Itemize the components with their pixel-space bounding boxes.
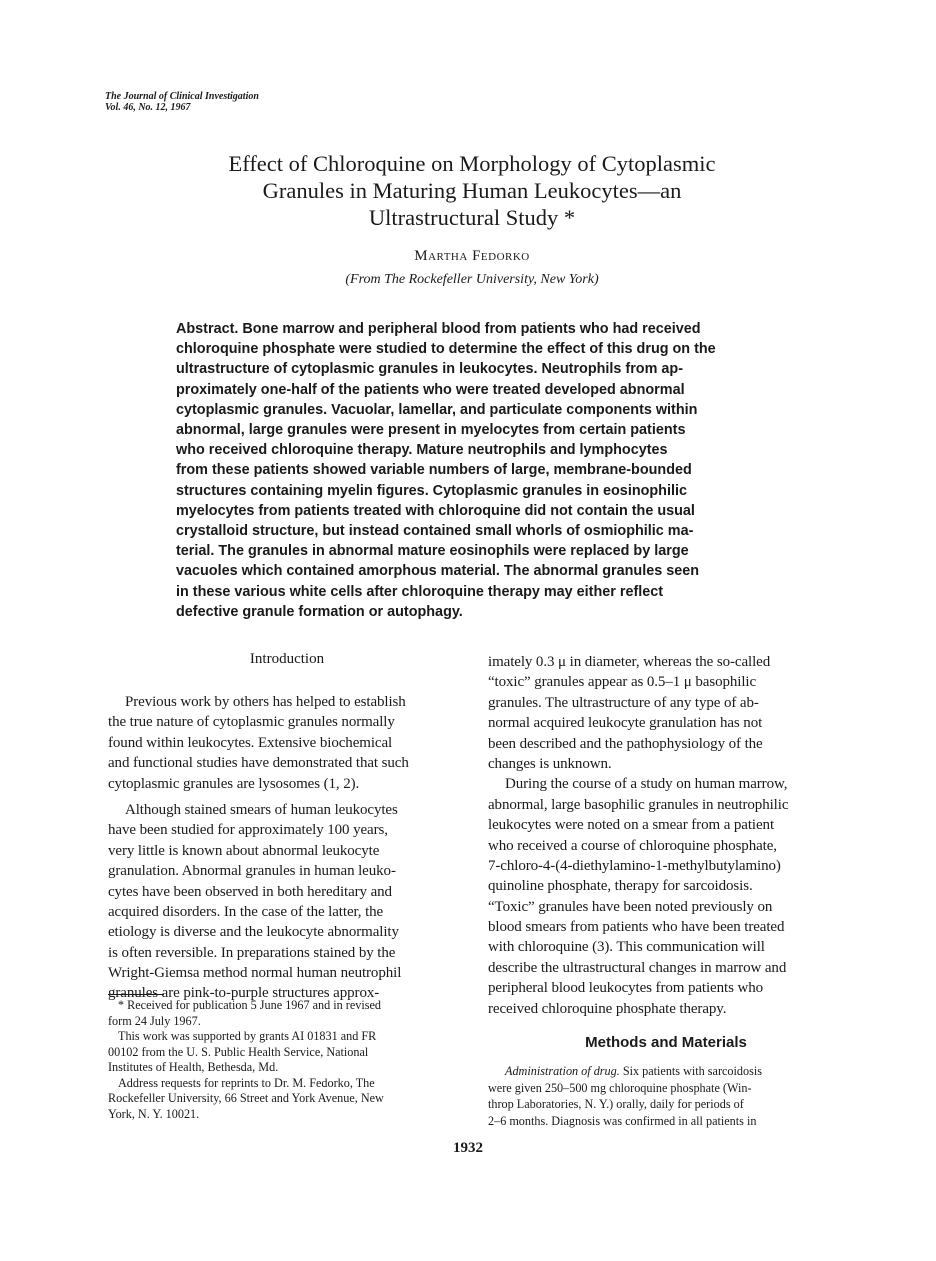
- intro-paragraph-line: normal acquired leukocyte granulation has not: [488, 715, 763, 732]
- intro-paragraph-line: very little is known about abnormal leukocyte: [108, 842, 380, 859]
- abstract-line: ultrastructure of cytoplasmic granules in leukocytes. Neutrophils from ap-: [176, 361, 683, 378]
- intro-paragraph-line: Wright-Giemsa method normal human neutrophil: [108, 965, 402, 982]
- left-column: [108, 692, 466, 1004]
- abstract-line: vacuoles which contained amorphous material. The abnormal granules seen: [176, 563, 700, 580]
- methods-text: [488, 1063, 844, 1129]
- methods-line: 2–6 months. Diagnosis was confirmed in all patients in: [488, 1113, 757, 1128]
- intro-paragraph-line: acquired disorders. In the case of the latter, the: [108, 903, 384, 920]
- intro-paragraph-line: granulation. Abnormal granules in human leuko-: [108, 863, 396, 880]
- page-number: 1932: [453, 1140, 483, 1156]
- footnote-line: form 24 July 1967.: [108, 1013, 201, 1028]
- title-line: Granules in Maturing Human Leukocytes—an: [262, 178, 682, 203]
- methods-heading: Methods and Materials: [585, 1034, 747, 1051]
- intro-paragraph-line: granules are pink-to-purple structures approx-: [108, 985, 380, 1002]
- intro-paragraph-line: peripheral blood leukocytes from patients who: [488, 980, 764, 997]
- intro-paragraph-line: received chloroquine phosphate therapy.: [488, 1000, 727, 1017]
- methods-line: were given 250–500 mg chloroquine phosphate (Win-: [488, 1080, 752, 1095]
- intro-paragraph-line: “toxic” granules appear as 0.5–1 μ basophilic: [488, 674, 757, 691]
- abstract-line: proximately one-half of the patients who were treated developed abnormal: [176, 381, 685, 398]
- author-name: Martha Fedorko: [414, 248, 530, 264]
- abstract-line: in these various white cells after chloroquine therapy may either reflect: [176, 583, 664, 600]
- footnote-line: York, N. Y. 10021.: [108, 1106, 200, 1121]
- abstract-line: structures containing myelin figures. Cytoplasmic granules in eosinophilic: [176, 482, 687, 499]
- intro-paragraph-line: quinoline phosphate, therapy for sarcoidosis.: [488, 878, 753, 895]
- intro-paragraph-line: cytoplasmic granules are lysosomes (1, 2).: [108, 775, 360, 792]
- title-line: Ultrastructural Study *: [368, 205, 576, 230]
- footnote-line: Institutes of Health, Bethesda, Md.: [108, 1060, 279, 1074]
- intro-paragraph-line: and functional studies have demonstrated that such: [108, 755, 409, 772]
- footnote-line: This work was supported by grants AI 01831 and FR: [118, 1029, 377, 1043]
- intro-paragraph-line: leukocytes were noted on a smear from a patient: [488, 817, 775, 834]
- abstract-line: from these patients showed variable numbers of large, membrane-bounded: [176, 462, 692, 479]
- abstract-line: defective granule formation or autophagy.: [176, 603, 463, 620]
- footnote-line: Address requests for reprints to Dr. M. Fedorko, The: [118, 1075, 375, 1090]
- abstract-line: Abstract. Bone marrow and peripheral blood from patients who had received: [176, 321, 701, 337]
- intro-paragraph-line: is often reversible. In preparations stained by the: [108, 944, 396, 961]
- footnote-line: Rockefeller University, 66 Street and York Avenue, New: [108, 1091, 384, 1105]
- introduction-heading: Introduction: [249, 651, 325, 667]
- article-title: [170, 150, 774, 231]
- intro-paragraph-line: have been studied for approximately 100 years,: [108, 822, 388, 839]
- intro-paragraph-line: granules. The ultrastructure of any type of ab-: [488, 694, 759, 711]
- abstract-line: who received chloroquine therapy. Mature neutrophils and lymphocytes: [176, 442, 668, 459]
- methods-line: [488, 1063, 844, 1080]
- footnote-line: * Received for publication 5 June 1967 and in revised: [118, 998, 381, 1012]
- abstract-line: crystalloid structure, but instead contained small whorls of osmiophilic ma-: [176, 523, 694, 540]
- intro-paragraph-line: abnormal, large basophilic granules in neutrophilic: [488, 796, 789, 813]
- abstract-line: chloroquine phosphate were studied to determine the effect of this drug on the: [176, 341, 716, 358]
- methods-line: throp Laboratories, N. Y.) orally, daily for periods of: [488, 1097, 744, 1111]
- intro-paragraph-line: 7-chloro-4-(4-diethylamino-1-methylbutylamino): [488, 857, 781, 874]
- footnote-line: 00102 from the U. S. Public Health Service, National: [108, 1044, 369, 1059]
- journal-volume: Vol. 46, No. 12, 1967: [105, 102, 191, 113]
- methods-line-rest: Six patients with sarcoidosis: [619, 1064, 762, 1078]
- title-line: Effect of Chloroquine on Morphology of Cytoplasmic: [228, 151, 716, 176]
- right-column: [488, 652, 844, 1019]
- journal-name: The Journal of Clinical Investigation: [105, 91, 259, 102]
- intro-paragraph-line: describe the ultrastructural changes in marrow and: [488, 959, 787, 976]
- affiliation: (From The Rockefeller University, New York): [345, 272, 599, 287]
- abstract-line: myelocytes from patients treated with chloroquine did not contain the usual: [176, 502, 695, 519]
- intro-paragraph-line: changes is unknown.: [488, 755, 612, 772]
- intro-paragraph-line: the true nature of cytoplasmic granules normally: [108, 714, 395, 731]
- intro-paragraph-line: been described and the pathophysiology of the: [488, 735, 763, 752]
- intro-paragraph-line: Although stained smears of human leukocytes: [125, 801, 398, 818]
- intro-paragraph-line: cytes have been observed in both hereditary and: [108, 883, 392, 900]
- intro-paragraph-line: During the course of a study on human marrow,: [505, 776, 788, 793]
- intro-paragraph-line: who received a course of chloroquine phosphate,: [488, 837, 777, 854]
- abstract-line: terial. The granules in abnormal mature eosinophils were replaced by large: [176, 543, 689, 560]
- abstract-line: cytoplasmic granules. Vacuolar, lamellar, and particulate components within: [176, 401, 698, 418]
- intro-paragraph-line: found within leukocytes. Extensive biochemical: [108, 734, 393, 751]
- intro-paragraph-line: “Toxic” granules have been noted previously on: [488, 898, 773, 915]
- abstract: [176, 319, 772, 622]
- footnotes: [108, 998, 468, 1122]
- intro-paragraph-line: Previous work by others has helped to establish: [125, 694, 406, 710]
- intro-paragraph-line: with chloroquine (3). This communication will: [488, 939, 765, 956]
- intro-paragraph-line: blood smears from patients who have been treated: [488, 919, 785, 936]
- abstract-line: abnormal, large granules were present in myelocytes from certain patients: [176, 422, 686, 439]
- intro-paragraph-line: imately 0.3 μ in diameter, whereas the so-called: [488, 654, 771, 670]
- footnote-rule: [108, 994, 164, 995]
- journal-header: [105, 91, 259, 113]
- methods-subheading: Administration of drug.: [505, 1064, 620, 1078]
- intro-paragraph-line: etiology is diverse and the leukocyte abnormality: [108, 924, 399, 941]
